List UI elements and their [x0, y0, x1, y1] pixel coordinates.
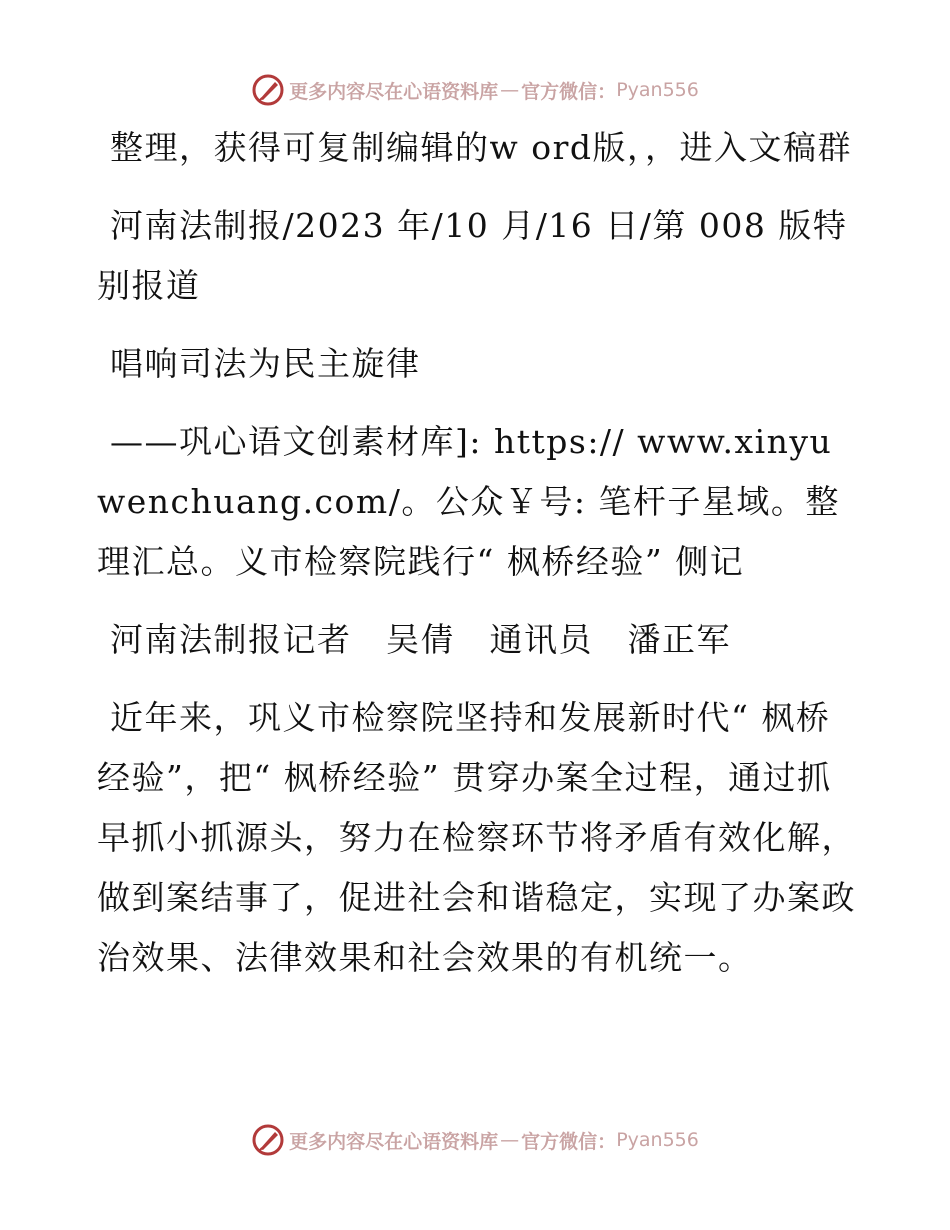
byline: 河南法制报记者 吴倩 通讯员 潘正军	[110, 620, 731, 659]
quill-logo-icon	[251, 73, 285, 107]
watermark-official-label: 官方微信：	[521, 1130, 617, 1153]
header-watermark	[0, 70, 950, 110]
watermark-text: 更多内容尽在心语资料库	[289, 1130, 499, 1153]
document-body	[97, 118, 857, 1006]
intro-note: 整理，获得可复制编辑的w ord版，，进入文稿群	[110, 128, 853, 167]
footer-watermark	[0, 1120, 950, 1160]
watermark-text: 更多内容尽在心语资料库	[289, 80, 499, 103]
article-title: 唱响司法为民主旋律	[110, 344, 421, 383]
body-paragraph: 近年来，巩义市检察院坚持和发展新时代“ 枫桥经验”，把“ 枫桥经验” 贯穿办案全过程，通过抓早抓小抓源头，努力在检察环节将矛盾有效化解，做到案结事了，促进社会和谐稳定，实现了办案政治效果、法律效果和社会效果的有机统一。	[97, 698, 856, 977]
watermark-id: Pyan556	[616, 1129, 699, 1151]
source-line: 河南法制报/2023 年/10 月/16 日/第 008 版特别报道	[97, 206, 848, 305]
article-subtitle: ——巩心语文创素材库]: https:// www.xinyuwenchuang.com/。公众￥号: 笔杆子星域。整理汇总。义市检察院践行“ 枫桥经验” 侧记	[97, 422, 840, 581]
watermark-id: Pyan556	[616, 79, 699, 101]
watermark-separator: —	[500, 79, 520, 101]
watermark-official-label: 官方微信：	[521, 80, 617, 103]
quill-logo-icon	[251, 1123, 285, 1157]
watermark-separator: —	[500, 1129, 520, 1151]
